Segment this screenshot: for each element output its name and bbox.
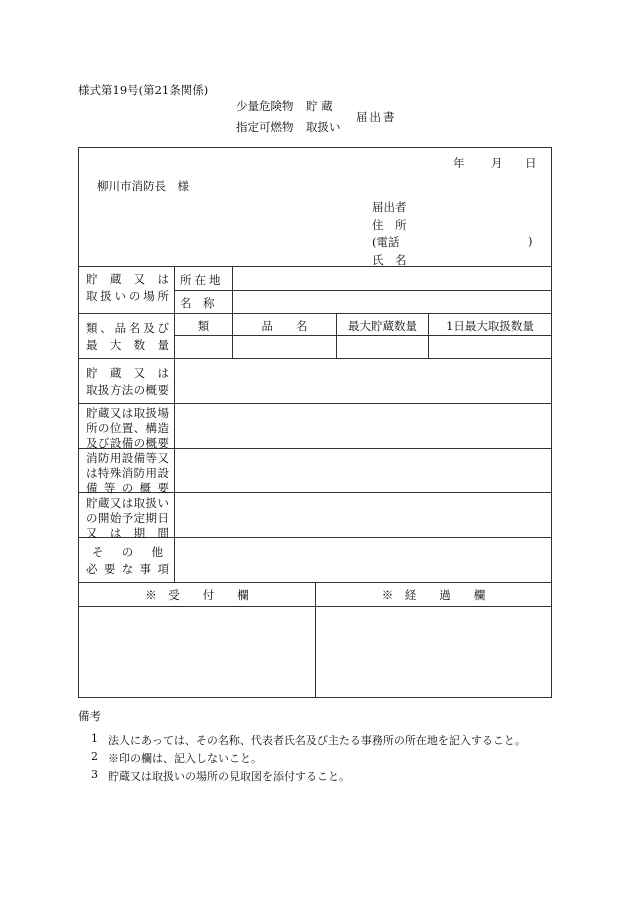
- other-label: そ の 他 必 要 な 事 項: [86, 544, 169, 576]
- date-month: 月: [491, 156, 503, 170]
- note-2-number: 2: [91, 750, 98, 763]
- note-1-number: 1: [91, 732, 98, 745]
- schedule-label: 貯 蔵 又 は 取 扱 い の 開 始 予 定 期 日 又 は 期 間: [86, 495, 169, 540]
- title-report: 届出書: [356, 110, 397, 124]
- title-combustibles: 指定可燃物: [236, 120, 294, 134]
- type-quantity-label: 類 、 品 名 及 び 最 大 数 量: [86, 320, 169, 352]
- note-3-text: 貯蔵又は取扱いの場所の見取図を添付すること。: [108, 770, 350, 783]
- notes-heading: 備考: [78, 709, 101, 723]
- note-2-text: ※印の欄は、記入しないこと。: [108, 752, 262, 765]
- method-label: 貯 蔵 又 は 取 扱 方 法 の 概 要: [86, 365, 169, 397]
- title-handling: 取扱い: [306, 120, 341, 134]
- progress-column-header: ※ 経 過 欄: [381, 588, 486, 602]
- facility-label: 貯 蔵 又 は 取 扱 場 所 の 位 置 、 構 造 及 び 設 備 の 概 要: [86, 405, 169, 450]
- addressee-name: 柳川市消防長 様: [97, 179, 189, 193]
- note-1-text: 法人にあっては、その名称、代表者氏名及び主たる事務所の所在地を記入すること。: [108, 734, 526, 747]
- type-col-max-daily: 1日最大取扱数量: [446, 319, 534, 333]
- firefighting-label: 消 防 用 設 備 等 又 は 特 殊 消 防 用 設 備 等 の 概 要: [86, 450, 169, 495]
- reception-column-header: ※ 受 付 欄: [145, 588, 249, 602]
- name-label: 氏 名: [372, 253, 407, 267]
- date-year: 年: [453, 156, 465, 170]
- place-location-label: 所在地: [180, 273, 224, 287]
- address-label: 住 所: [372, 218, 407, 232]
- place-name-label: 名 称: [180, 296, 215, 310]
- phone-close: ): [528, 234, 533, 248]
- date-day: 日: [525, 156, 537, 170]
- phone-open: (電話: [372, 235, 400, 249]
- title-dangerous-goods: 少量危険物: [236, 99, 294, 113]
- form-number: 様式第19号(第21条関係): [78, 83, 209, 97]
- applicant-label: 届出者: [372, 200, 407, 214]
- type-col-class: 類: [197, 319, 210, 333]
- title-storage: 貯 蔵: [306, 99, 333, 113]
- type-col-max-storage: 最大貯蔵数量: [348, 319, 417, 333]
- note-3-number: 3: [91, 768, 98, 781]
- place-label: 貯 蔵 又 は 取 扱 い の 場 所: [86, 271, 169, 303]
- type-col-item: 品 名: [261, 319, 308, 333]
